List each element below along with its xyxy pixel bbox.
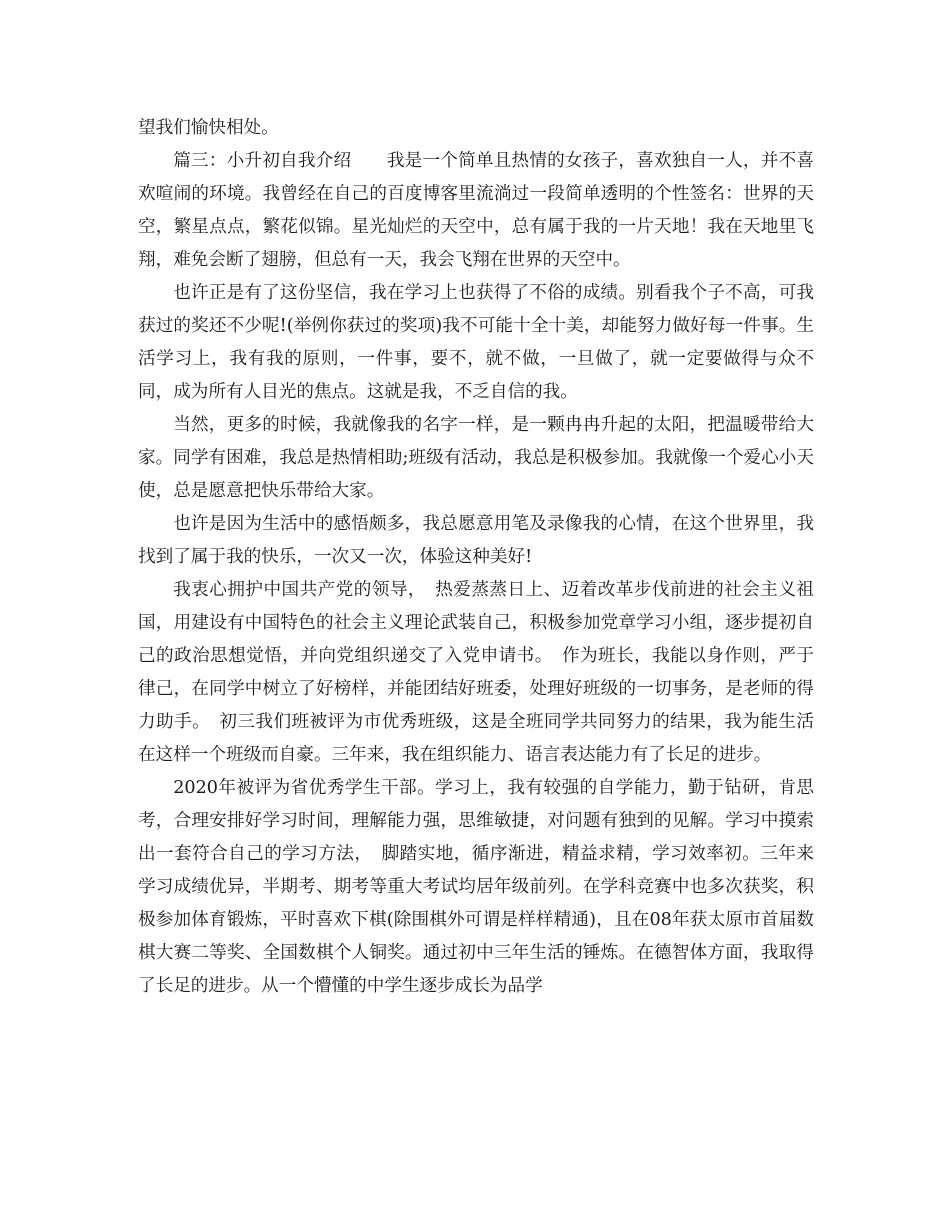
paragraph-feelings: 也许是因为生活中的感悟颇多，我总愿意用笔及录像我的心情，在这个世界里，我找到了属于我的快乐，一次又一次，体验这种美好! (138, 514, 814, 567)
paragraph-continuation: 望我们愉快相处。 (138, 118, 279, 138)
paragraph-intro: 篇三：小升初自我介绍 我是一个简单且热情的女孩子，喜欢独自一人，并不喜欢喧闹的环境。我曾经在自己的百度博客里流淌过一段简单透明的个性签名：世界的天空，繁星点点，繁花似锦。星光灿烂的天空中，总有属于我的一片天地！我在天地里飞翔，难免会断了翅膀，但总有一天，我会飞翔在世界的天空中。 (138, 151, 814, 270)
paragraph-helping: 当然，更多的时候，我就像我的名字一样，是一颗冉冉升起的太阳，把温暖带给大家。同学有困难，我总是热情相助;班级有活动，我总是积极参加。我就像一个爱心小天使，总是愿意把快乐带给大家。 (138, 415, 814, 501)
document-body (138, 112, 814, 1003)
paragraph-political: 我衷心拥护中国共产党的领导， 热爱蒸蒸日上、迈着改革步伐前进的社会主义祖国，用建设有中国特色的社会主义理论武装自己，积极参加党章学习小组，逐步提初自己的政治思想觉悟，并向党组织递交了入党申请书。 作为班长，我能以身作则，严于律己，在同学中树立了好榜样，并能团结好班委，处理好班级的一切事务，是老师的得力助手。 初三我们班被评为市优秀班级，这是全班同学共同努力的结果，我为能生活在这样一个班级而自豪。三年来，我在组织能力、语言表达能力有了长足的进步。 (138, 580, 814, 765)
paragraph-study: 2020年被评为省优秀学生干部。学习上，我有较强的自学能力，勤于钻研，肯思考，合理安排好学习时间，理解能力强，思维敏捷，对问题有独到的见解。学习中摸索出一套符合自己的学习方法， 脚踏实地，循序渐进，精益求精，学习效率初。三年来学习成绩优异，半期考、期考等重大考试均居年级前列。在学科竞赛中也多次获奖，积极参加体育锻炼，平时喜欢下棋(除围棋外可谓是样样精通)，且在08年获太原市首届数棋大赛二等奖、全国数棋个人铜奖。通过初中三年生活的锤炼。在德智体方面，我取得了长足的进步。从一个懵懂的中学生逐步成长为品学 (138, 778, 814, 996)
paragraph-confidence: 也许正是有了这份坚信，我在学习上也获得了不俗的成绩。别看我个子不高，可我获过的奖还不少呢!(举例你获过的奖项)我不可能十全十美，却能努力做好每一件事。生活学习上，我有我的原则，一件事，要不，就不做，一旦做了，就一定要做得与众不同，成为所有人目光的焦点。这就是我，不乏自信的我。 (138, 283, 814, 402)
